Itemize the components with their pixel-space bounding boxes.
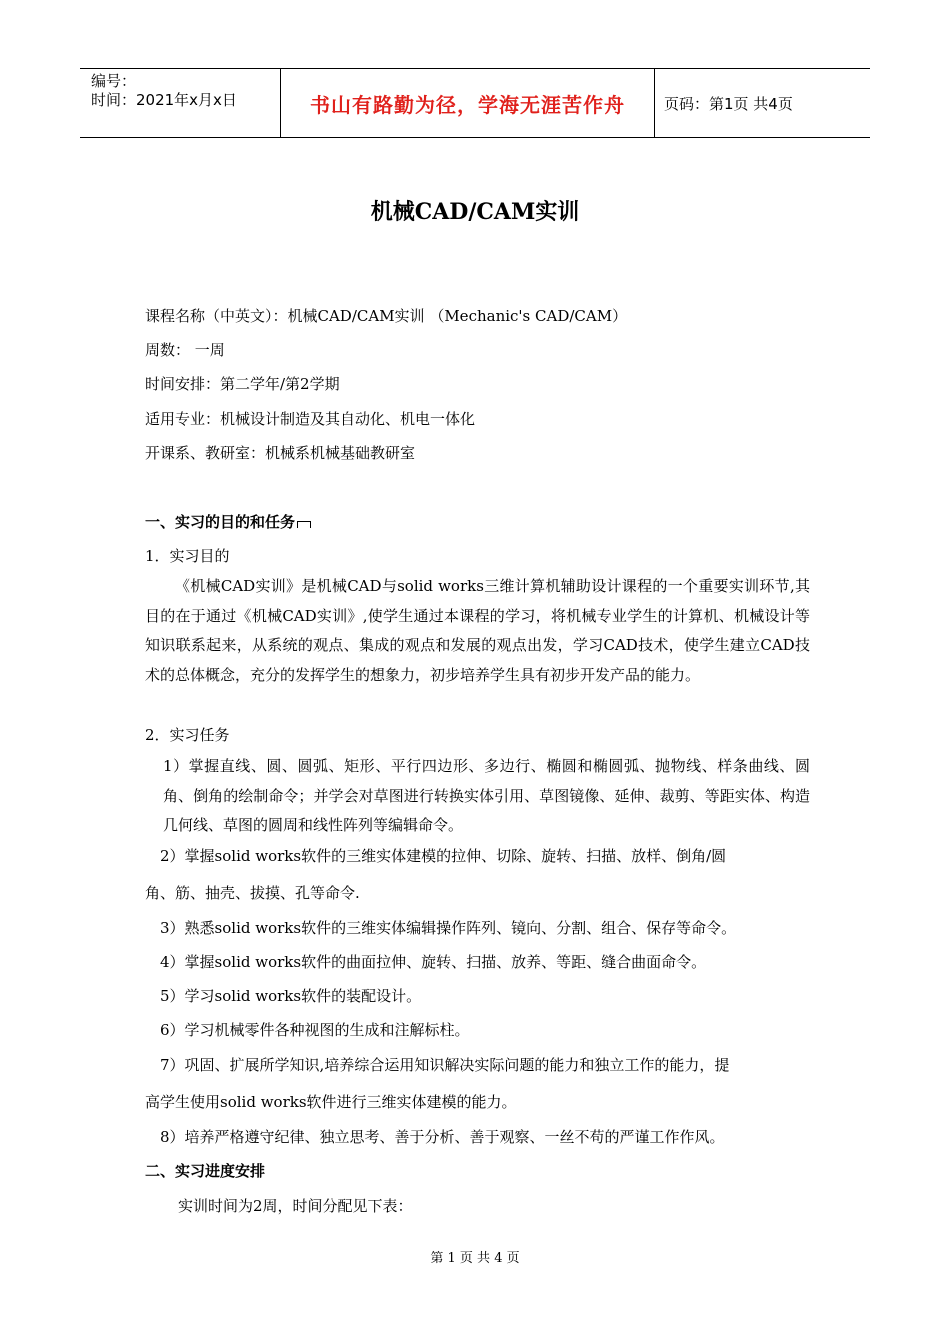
header-motto: 书山有路勤为径，学海无涯苦作舟 — [281, 69, 655, 137]
purpose-subheading: 1．实习目的 — [145, 547, 230, 565]
document-title: 机械CAD/CAM实训 — [370, 199, 580, 225]
header-meta-cell — [80, 69, 281, 137]
page-header — [80, 68, 870, 138]
course-name: 课程名称（中英文）：机械CAD/CAM实训 （Mechanic's CAD/CAM） — [145, 307, 628, 325]
tasks-subheading: 2．实习任务 — [145, 726, 230, 744]
page-footer: 第 1 页 共 4 页 — [430, 1251, 520, 1266]
task-2-line2: 角、筋、抽壳、拔摸、孔等命令. — [145, 884, 360, 902]
edit-mark-icon — [297, 521, 311, 528]
schedule-intro: 实训时间为2周，时间分配见下表： — [178, 1197, 413, 1215]
task-1: 1）掌握直线、圆、圆弧、矩形、平行四边形、多边行、椭圆和椭圆弧、抛物线、样条曲线、圆角、倒角的绘制命令；并学会对草图进行转换实体引用、草图镜像、延伸、裁剪、等距实体、构造几何线、草图的圆周和线性阵列等编辑命令。 — [163, 757, 810, 834]
task-7-line1: 7）巩固、扩展所学知识,培养综合运用知识解决实际问题的能力和独立工作的能力，提 — [160, 1056, 730, 1074]
task-7-line2: 高学生使用solid works软件进行三维实体建模的能力。 — [145, 1093, 517, 1111]
section1-heading-text: 一、实习的目的和任务 — [145, 513, 296, 531]
task-6: 6）学习机械零件各种视图的生成和注解标柱。 — [160, 1021, 470, 1039]
task-4: 4）掌握solid works软件的曲面拉伸、旋转、扫描、放养、等距、缝合曲面命令。 — [160, 953, 707, 971]
course-department: 开课系、教研室：机械系机械基础教研室 — [145, 444, 416, 462]
course-weeks: 周数： 一周 — [145, 341, 225, 359]
task-8: 8）培养严格遵守纪律、独立思考、善于分析、善于观察、一丝不苟的严谨工作作风。 — [160, 1128, 725, 1146]
task-5: 5）学习solid works软件的装配设计。 — [160, 987, 422, 1005]
serial-label: 编号： — [91, 72, 137, 90]
task-3: 3）熟悉solid works软件的三维实体编辑操作阵列、镜向、分割、组合、保存等命令。 — [160, 919, 737, 937]
header-page-code: 页码：第1页 共4页 — [664, 94, 793, 113]
course-schedule: 时间安排：第二学年/第2学期 — [145, 375, 340, 393]
date-label: 时间：2021年x月x日 — [91, 91, 237, 109]
course-majors: 适用专业：机械设计制造及其自动化、机电一体化 — [145, 410, 476, 428]
section1-heading — [145, 512, 311, 532]
section2-heading: 二、实习进度安排 — [145, 1162, 266, 1180]
purpose-paragraph: 《机械CAD实训》是机械CAD与solid works三维计算机辅助设计课程的一个重要实训环节,其目的在于通过《机械CAD实训》,使学生通过本课程的学习，将机械专业学生的计算机、机械设计等知识联系起来，从系统的观点、集成的观点和发展的观点出发，学习CAD技术，使学生建立CAD技术的总体概念，充分的发挥学生的想象力，初步培养学生具有初步开发产品的能力。 — [145, 577, 810, 684]
task-2-line1: 2）掌握solid works软件的三维实体建模的拉伸、切除、旋转、扫描、放样、倒角/圆 — [160, 847, 727, 865]
